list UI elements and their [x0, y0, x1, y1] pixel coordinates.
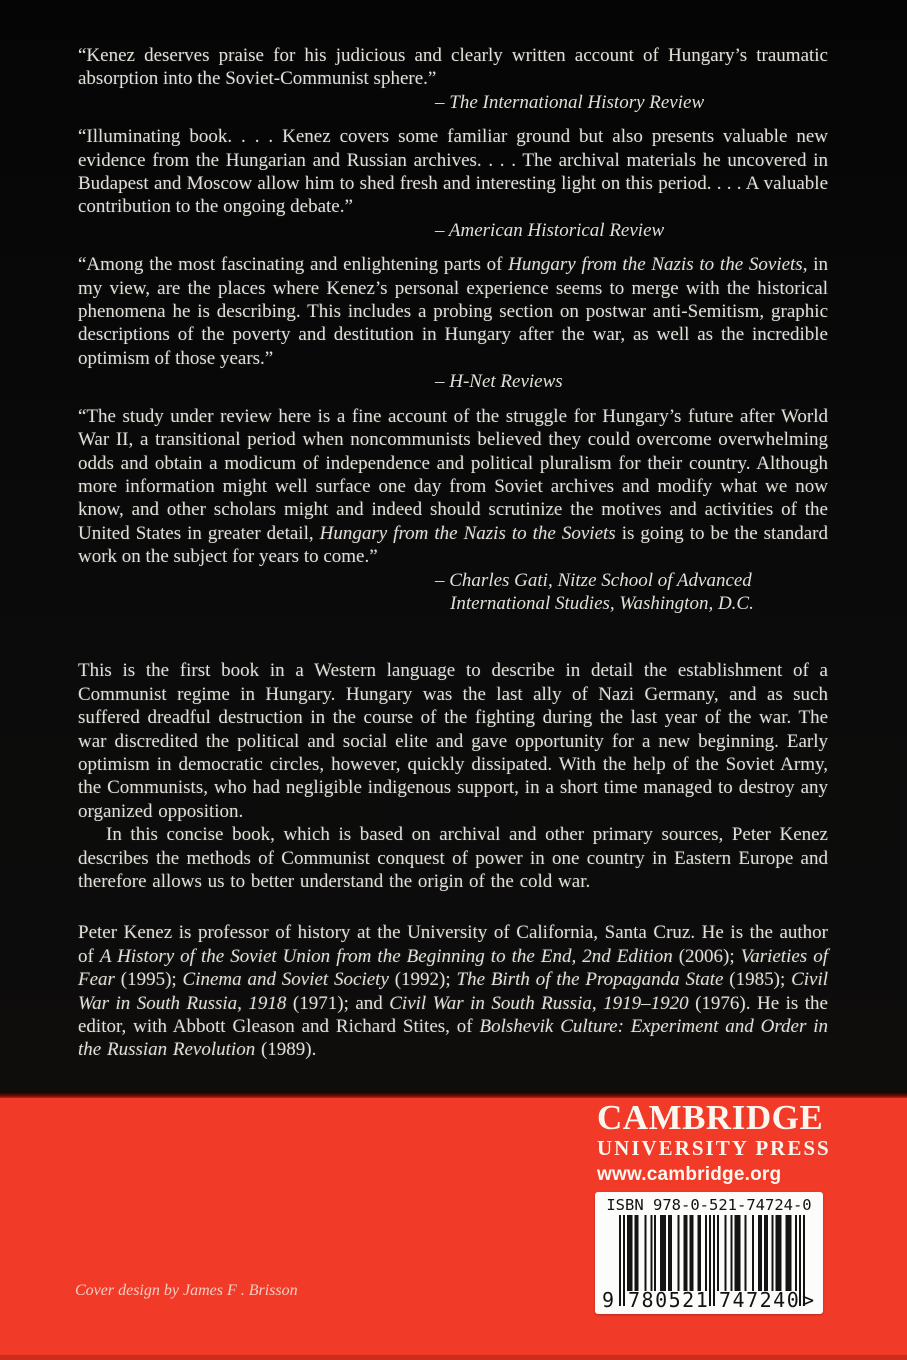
- review-quote-text: “Among the most fascinating and enlightening parts of Hungary from the Nazis to the Soviets, in my view, are the places where Kenez’s personal experience seems to merge with the historical phenomena he is describing. This includes a probing section on postwar anti-Semitism, graphic descriptions of the poverty and destitution in Hungary after the war, as well as the incredible optimism of those years.”: [78, 254, 828, 369]
- isbn-label: ISBN 978-0-521-74724-0: [606, 1196, 812, 1214]
- cambridge-logo: [597, 1098, 837, 1185]
- book-description: [78, 659, 828, 893]
- review-quote-text: “Illuminating book. . . . Kenez covers some familiar ground but also presents valuable new evidence from the Hungarian and Russian archives. . . . The archival materials he uncovered in Budapest and Moscow allow him to shed fresh and interesting light on this period. . . . A valuable contribution to the ongoing debate.”: [78, 126, 828, 218]
- publisher-name: CAMBRIDGE: [597, 1098, 824, 1137]
- review-quote-text: “The study under review here is a fine account of the struggle for Hungary’s future after World War II, a transitional period when noncommunists believed they could overcome overwhelming odds and obtain a modicum of independence and political pluralism for their country. Although more information might well surface one day from Soviet archives and modify what we now know, and other scholars might and indeed should scrutinize the motives and activities of the United States in greater detail, Hungary from the Nazis to the Soviets is going to be the standard work on the subject for years to come.”: [78, 405, 829, 568]
- barcode-digit-group1: 780521: [628, 1288, 710, 1312]
- description-paragraph: In this concise book, which is based on archival and other primary sources, Peter Kenez describes the methods of Communist conquest of power in one country in Eastern Europe and therefore allows us to better understand the origin of the cold war.: [78, 824, 828, 892]
- review-attribution: – Charles Gati, Nitze School of Advanced International Studies, Washington, D.C.: [435, 569, 754, 614]
- author-bio: Peter Kenez is professor of history at the University of California, Santa Cruz. He is the author of A History of the Soviet Union from the Beginning to the End, 2nd Edition (2006); Varieties of Fear (1995); Cinema and Soviet Society (1992); The Birth of the Propaganda State (1985); Civil War in South Russia, 1918 (1971); and Civil War in South Russia, 1919–1920 (1976). He is the editor, with Abbott Gleason and Richard Stites, of Bolshevik Culture: Experiment and Order in the Russian Revolution (1989).: [78, 922, 829, 1061]
- review-attribution: – American Historical Review: [435, 219, 665, 241]
- cover-design-credit: Cover design by James F . Brisson: [75, 1282, 298, 1299]
- review-quote: [78, 125, 828, 242]
- description-paragraph: This is the first book in a Western language to describe in detail the establishment of a Communist regime in Hungary. Hungary was the last ally of Nazi Germany, and as such suffered dreadful destruction in the course of the fighting during the last year of the war. The war discredited the political and social elite and gave opportunity for a new beginning. Early optimism in democratic circles, however, quickly dissipated. With the help of the Soviet Army, the Communists, who had negligible indigenous support, in a short time managed to destroy any organized opposition.: [78, 660, 828, 822]
- review-quote: [78, 44, 828, 114]
- publisher-panel: [0, 1092, 907, 1360]
- isbn-barcode: [595, 1192, 823, 1314]
- barcode-digit-group2: 747240: [719, 1288, 801, 1312]
- review-quote: [78, 405, 828, 616]
- publisher-url: www.cambridge.org: [597, 1164, 782, 1185]
- barcode-digit-lead: 9: [602, 1288, 615, 1312]
- review-attribution: – The International History Review: [435, 91, 705, 113]
- review-quote: [78, 253, 828, 393]
- barcode-digits: [595, 1290, 823, 1312]
- publisher-subtitle: UNIVERSITY PRESS: [597, 1136, 831, 1160]
- review-quote-text: “Kenez deserves praise for his judicious and clearly written account of Hungary’s traumatic absorption into the Soviet-Communist sphere.”: [78, 45, 828, 90]
- barcode-arrow: >: [802, 1288, 815, 1312]
- text-column: [78, 44, 828, 1062]
- review-attribution: – H-Net Reviews: [435, 371, 563, 393]
